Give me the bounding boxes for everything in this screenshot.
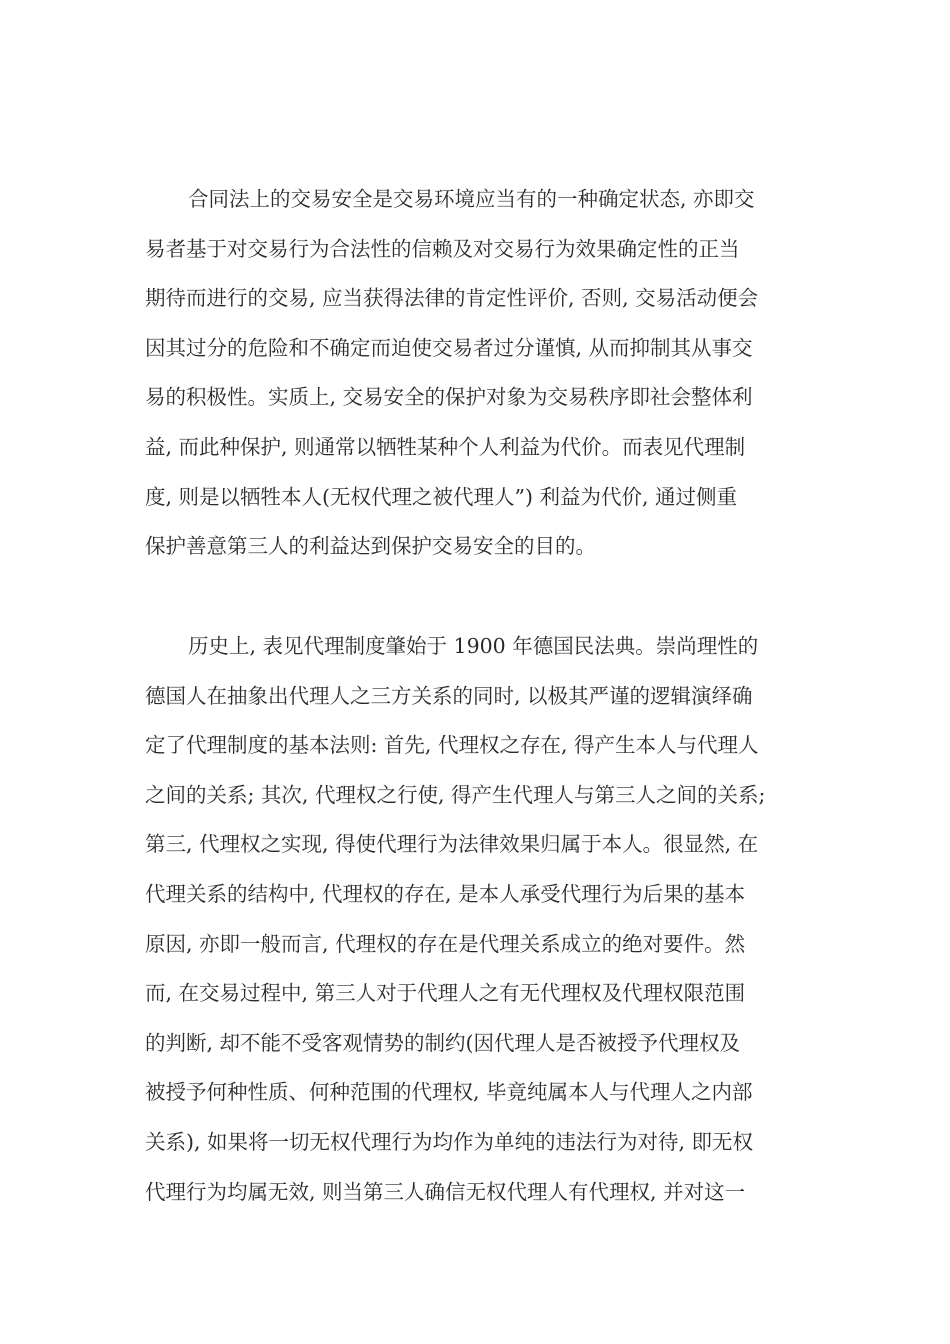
text-line: 的判断, 却不能不受客观情势的制约(因代理人是否被授予代理权及 [145, 1030, 741, 1055]
text-line: 代理关系的结构中, 代理权的存在, 是本人承受代理行为后果的基本 [145, 881, 746, 906]
text-line: 合同法上的交易安全是交易环境应当有的一种确定状态, 亦即交 [188, 187, 755, 211]
text-line: 定了代理制度的基本法则: 首先, 代理权之存在, 得产生本人与代理人 [145, 733, 759, 758]
text-line: 因其过分的危险和不确定而迫使交易者过分谨慎, 从而抑制其从事交 [145, 335, 753, 360]
text-line: 被授予何种性质、何种范围的代理权, 毕竟纯属本人与代理人之内部 [145, 1080, 753, 1105]
text-line: 历史上, 表见代理制度肇始于 1900 年德国民法典。崇尚理性的 [188, 634, 759, 658]
text-line: 德国人在抽象出代理人之三方关系的同时, 以极其严谨的逻辑演绎确 [145, 683, 753, 708]
text-line: 保护善意第三人的利益达到保护交易安全的目的。 [145, 534, 596, 559]
text-line: 而, 在交易过程中, 第三人对于代理人之有无代理权及代理权限范围 [145, 981, 746, 1006]
text-line: 代理行为均属无效, 则当第三人确信无权代理人有代理权, 并对这一 [145, 1179, 746, 1204]
text-line: 之间的关系; 其次, 代理权之行使, 得产生代理人与第三人之间的关系; [145, 782, 766, 807]
text-line: 期待而进行的交易, 应当获得法律的肯定性评价, 否则, 交易活动便会 [145, 286, 759, 311]
text-line: 益, 而此种保护, 则通常以牺牲某种个人利益为代价。而表见代理制 [145, 434, 746, 459]
paragraph-transaction-security [145, 175, 810, 572]
text-line: 度, 则是以牺牲本人(无权代理之被代理人”) 利益为代价, 通过侧重 [145, 484, 738, 509]
text-line: 第三, 代理权之实现, 得使代理行为法律效果归属于本人。很显然, 在 [145, 832, 759, 857]
paragraph-history [145, 622, 810, 1217]
text-line: 关系), 如果将一切无权代理行为均作为单纯的违法行为对待, 即无权 [145, 1129, 754, 1154]
text-line: 易的积极性。实质上, 交易安全的保护对象为交易秩序即社会整体利 [145, 385, 753, 410]
text-line: 易者基于对交易行为合法性的信赖及对交易行为效果确定性的正当 [145, 236, 740, 261]
text-line: 原因, 亦即一般而言, 代理权的存在是代理关系成立的绝对要件。然 [145, 931, 746, 956]
